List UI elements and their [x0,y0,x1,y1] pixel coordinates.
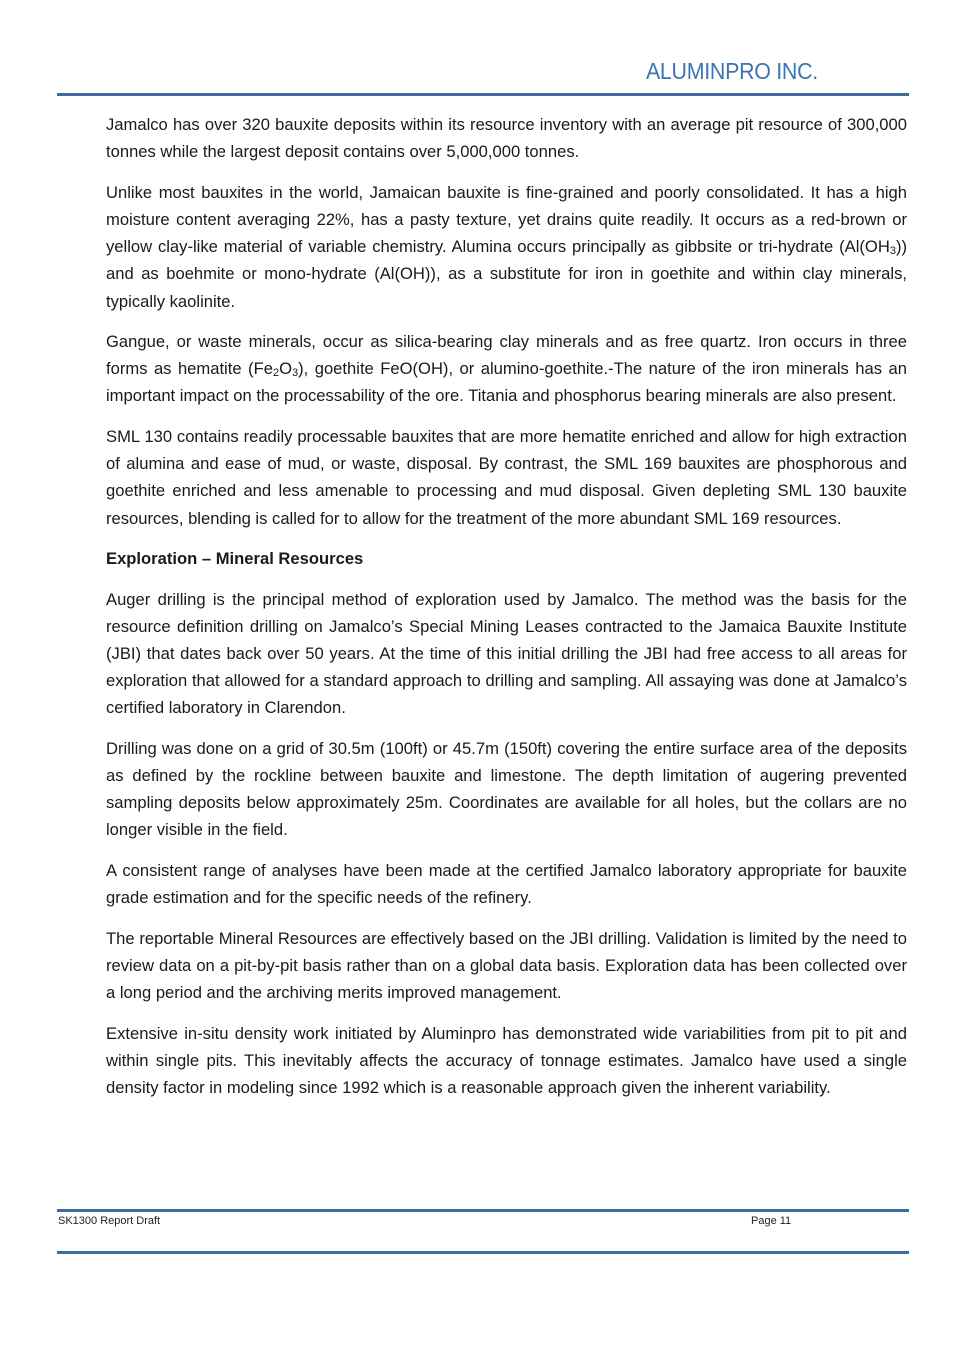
footer-rule-top [57,1209,909,1212]
header-rule [57,93,909,96]
section-heading: Exploration – Mineral Resources [106,549,364,569]
paragraph-gangue: Gangue, or waste minerals, occur as silica-bearing clay minerals and as free quartz. Iron occurs in three forms as hematite $(Fe_2O_3)$, goethite FeO(OH), or alumino-goethite.-The nature of the iron minerals has an important impact on the processability of the ore. Titania and phosphorus bearing minerals are also present. [106,332,907,406]
footer-page-number: Page 11 [751,1215,792,1227]
report-body [106,111,907,1114]
paragraph-deposits: Jamalco has over 320 bauxite deposits within its resource inventory with an average pit resource of 300,000 tonnes while the largest deposit contains over 5,000,000 tonnes. [106,115,907,162]
paragraph-mineral-resources: The reportable Mineral Resources are effectively based on the JBI drilling. Validation is limited by the need to review data on a pit-by-pit basis rather than on a global data basis. Exploration data has been collected over a long period and the archiving merits improved management. [106,928,907,1003]
paragraph-density: Extensive in-situ density work initiated by Aluminpro has demonstrated wide variabilities from pit to pit and within single pits. This inevitably affects the accuracy of tonnage estimates. Jamalco have used a single density factor in modeling since 1992 which is a reasonable approach given the inherent variability. [106,1023,907,1097]
company-name: ALUMINPRO INC. [646,58,818,84]
paragraph-bauxite-character: Unlike most bauxites in the world, Jamaican bauxite is fine-grained and poorly consolidated. It has a high moisture content averaging 22%, has a pasty texture, yet drains quite readily. It occurs as a red-brown or yellow clay-like material of variable chemistry. Alumina occurs principally as gibbsite or tri-hydrate $(Al(OH_3))$ and as boehmite or mono-hydrate (Al(OH)), as a substitute for iron in goethite and within clay minerals, typically kaolinite. [106,182,907,311]
footer-document-title: SK1300 Report Draft [58,1215,161,1227]
footer-rule-bottom [57,1251,909,1254]
paragraph-sml: SML 130 contains readily processable bauxites that are more hematite enriched and allow for high extraction of alumina and ease of mud, or waste, disposal. By contrast, the SML 169 bauxites are phosphorous and goethite enriched and less amenable to processing and mud disposal. Given depleting SML 130 bauxite resources, blending is called for to allow for the treatment of the more abundant SML 169 resources. [106,426,907,528]
paragraph-drilling-grid: Drilling was done on a grid of 30.5m (100ft) or 45.7m (150ft) covering the entire surface area of the deposits as defined by the rockline between bauxite and limestone. The depth limitation of augering prevented sampling deposits below approximately 25m. Coordinates are available for all holes, but the collars are no longer visible in the field. [106,738,907,840]
paragraph-analyses: A consistent range of analyses have been made at the certified Jamalco laboratory appropriate for bauxite grade estimation and for the specific needs of the refinery. [106,860,907,908]
paragraph-auger-drilling: Auger drilling is the principal method of exploration used by Jamalco. The method was the basis for the resource definition drilling on Jamalco’s Special Mining Leases contracted to the Jamaica Bauxite Institute (JBI) that dates back over 50 years. At the time of this initial drilling the JBI had free access to all areas for exploration that allowed for a standard approach to drilling and sampling. All assaying was done at Jamalco’s certified laboratory in Clarendon. [106,589,907,718]
